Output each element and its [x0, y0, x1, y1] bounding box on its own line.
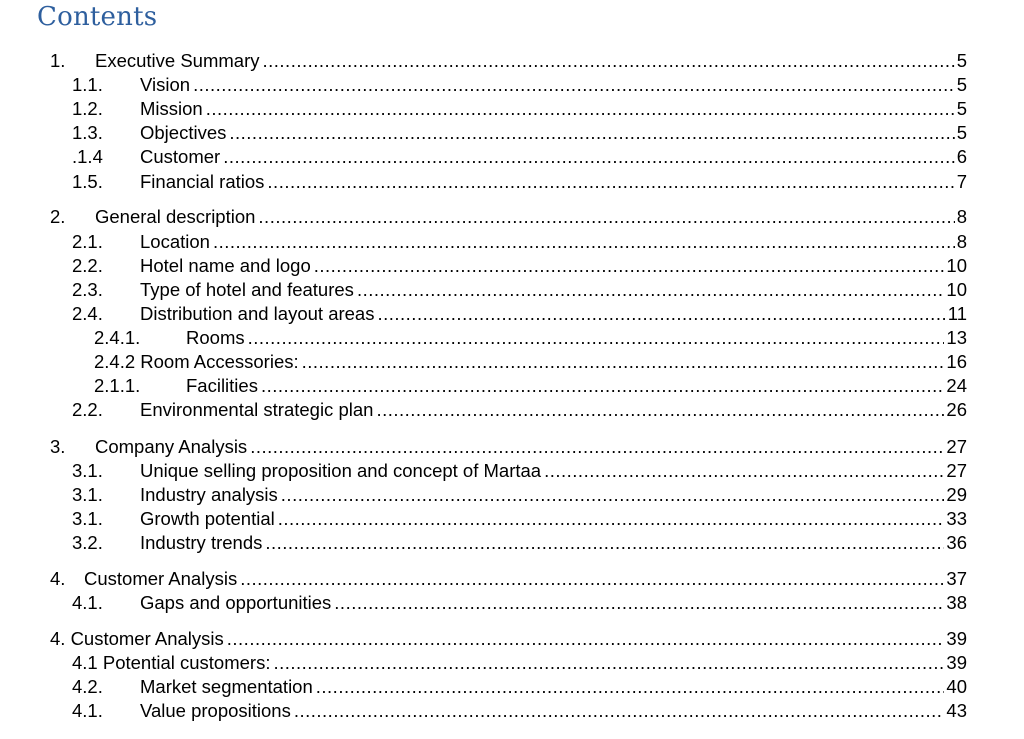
- toc-dot-leader: [316, 675, 945, 699]
- toc-entry-title: Vision: [140, 74, 191, 95]
- toc-entry-page: 7: [956, 171, 967, 192]
- toc-entry-page: 6: [956, 146, 967, 167]
- toc-entry-title: Market segmentation: [140, 676, 313, 697]
- toc-dot-leader: [377, 302, 945, 326]
- toc-entry-title: Distribution and layout areas: [140, 303, 375, 324]
- toc-entry-page: 24: [946, 375, 967, 396]
- toc-entry-number: .1.4: [72, 146, 103, 167]
- toc-entry[interactable]: [72, 73, 967, 97]
- toc-entry[interactable]: [94, 326, 967, 350]
- toc-entry-number: 1.: [50, 50, 66, 71]
- toc-dot-leader: [229, 121, 954, 145]
- toc-entry-number: 1.1.: [72, 74, 103, 95]
- toc-entry-page: 27: [946, 460, 967, 481]
- toc-entry-number: 1.3.: [72, 122, 103, 143]
- toc-entry-title: Environmental strategic plan: [140, 399, 374, 420]
- toc-entry-number: 2.1.: [72, 231, 103, 252]
- toc-dot-leader: [334, 591, 944, 615]
- toc-dot-leader: [314, 254, 945, 278]
- toc-entry-page: 5: [956, 122, 967, 143]
- toc-entry[interactable]: [72, 278, 967, 302]
- toc-entry-number: 2.2.: [72, 255, 103, 276]
- toc-dot-leader: [263, 49, 955, 73]
- toc-dot-leader: [258, 205, 954, 229]
- toc-entry-page: 39: [946, 652, 967, 673]
- toc-entry-page: 16: [946, 351, 967, 372]
- toc-dot-leader: [193, 73, 955, 97]
- toc-entry-title: Location: [140, 231, 210, 252]
- toc-entry[interactable]: [72, 591, 967, 615]
- toc-entry-number: 1.5.: [72, 171, 103, 192]
- toc-entry[interactable]: [50, 567, 967, 591]
- toc-entry-title: Financial ratios: [140, 171, 265, 192]
- toc-entry-number: 2.4.1.: [94, 327, 141, 348]
- toc-entry-title: Facilities: [186, 375, 258, 396]
- toc-dot-leader: [294, 699, 945, 723]
- toc-dot-leader: [278, 507, 945, 531]
- toc-entry[interactable]: [94, 374, 967, 398]
- toc-entry-page: 43: [946, 700, 967, 721]
- toc-dot-leader: [376, 398, 944, 422]
- toc-dot-leader: [273, 651, 944, 675]
- toc-dot-leader: [227, 627, 945, 651]
- toc-entry-title: Type of hotel and features: [140, 279, 354, 300]
- toc-entry-title: Industry trends: [140, 532, 263, 553]
- toc-entry-title: Company Analysis: [95, 436, 248, 457]
- toc-entry-title: Rooms: [186, 327, 245, 348]
- toc-entry-page: 10: [946, 255, 967, 276]
- toc-entry-number: 2.3.: [72, 279, 103, 300]
- toc-entry-title: Customer Analysis: [84, 568, 238, 589]
- toc-entry-page: 13: [946, 327, 967, 348]
- toc-entry-number: 3.: [50, 436, 66, 457]
- toc-entry-number: 2.4.: [72, 303, 103, 324]
- toc-entry-number: 3.1.: [72, 508, 103, 529]
- toc-dot-leader: [357, 278, 944, 302]
- toc-entry-title: 4.1 Potential customers:: [72, 652, 271, 673]
- toc-entry-page: 5: [956, 74, 967, 95]
- toc-entry[interactable]: [72, 302, 967, 326]
- toc-entry[interactable]: [72, 145, 967, 169]
- toc-entry[interactable]: [72, 699, 967, 723]
- toc-entry-number: 3.2.: [72, 532, 103, 553]
- toc-entry-page: 8: [956, 231, 967, 252]
- toc-entry-title: Value propositions: [140, 700, 291, 721]
- toc-entry[interactable]: [72, 483, 967, 507]
- toc-entry[interactable]: [94, 350, 967, 374]
- toc-entry-page: 8: [956, 206, 967, 227]
- toc-entry-page: 39: [946, 628, 967, 649]
- toc-entry[interactable]: [72, 675, 967, 699]
- toc-entry-number: 3.1.: [72, 460, 103, 481]
- toc-entry-title: Objectives: [140, 122, 227, 143]
- toc-entry[interactable]: [72, 121, 967, 145]
- toc-dot-leader: [240, 567, 944, 591]
- toc-entry[interactable]: [72, 507, 967, 531]
- toc-entry-page: 37: [946, 568, 967, 589]
- page-title: Contents: [37, 2, 158, 32]
- toc-entry[interactable]: [72, 651, 967, 675]
- toc-entry-number: 4.2.: [72, 676, 103, 697]
- toc-dot-leader: [248, 326, 945, 350]
- toc-dot-leader: [206, 97, 955, 121]
- toc-dot-leader: [302, 350, 945, 374]
- toc-entry[interactable]: [50, 627, 967, 651]
- toc-entry[interactable]: [50, 435, 967, 459]
- toc-entry[interactable]: [72, 459, 967, 483]
- toc-dot-leader: [250, 435, 944, 459]
- toc-entry[interactable]: [72, 531, 967, 555]
- toc-entry[interactable]: [72, 230, 967, 254]
- toc-entry-number: 4.1.: [72, 700, 103, 721]
- toc-dot-leader: [213, 230, 955, 254]
- toc-entry[interactable]: [72, 398, 967, 422]
- toc-entry-title: 4. Customer Analysis: [50, 628, 224, 649]
- toc-entry-title: Unique selling proposition and concept of Martaa: [140, 460, 542, 481]
- toc-entry-page: 40: [946, 676, 967, 697]
- toc-dot-leader: [261, 374, 944, 398]
- toc-entry[interactable]: [72, 170, 967, 194]
- toc-entry-page: 36: [946, 532, 967, 553]
- toc-entry-number: 4.1.: [72, 592, 103, 613]
- toc-dot-leader: [265, 531, 944, 555]
- toc-entry-page: 26: [946, 399, 967, 420]
- toc-entry[interactable]: [72, 97, 967, 121]
- toc-entry-number: 1.2.: [72, 98, 103, 119]
- toc-entry-number: 3.1.: [72, 484, 103, 505]
- toc-entry-page: 27: [946, 436, 967, 457]
- toc-entry-title: Industry analysis: [140, 484, 278, 505]
- toc-entry-number: 2.2.: [72, 399, 103, 420]
- toc-entry-page: 11: [947, 303, 967, 324]
- toc-dot-leader: [267, 170, 954, 194]
- toc-entry-title: Mission: [140, 98, 203, 119]
- toc-entry-number: 4.: [50, 568, 66, 589]
- toc-dot-leader: [281, 483, 945, 507]
- toc-entry-page: 5: [956, 50, 967, 71]
- toc-entry-title: Customer: [140, 146, 221, 167]
- toc-entry-title: Hotel name and logo: [140, 255, 311, 276]
- toc-entry-page: 29: [946, 484, 967, 505]
- toc-entry-page: 38: [946, 592, 967, 613]
- toc-dot-leader: [544, 459, 944, 483]
- toc-entry-title: General description: [95, 206, 256, 227]
- toc-entry-page: 5: [956, 98, 967, 119]
- toc-entry-title: Growth potential: [140, 508, 275, 529]
- toc-entry-page: 33: [946, 508, 967, 529]
- toc-entry[interactable]: [72, 254, 967, 278]
- toc-entry[interactable]: [50, 49, 967, 73]
- toc-entry-page: 10: [946, 279, 967, 300]
- toc-dot-leader: [223, 145, 955, 169]
- toc-entry-number: 2.: [50, 206, 66, 227]
- toc-entry-title: 2.4.2 Room Accessories:: [94, 351, 299, 372]
- toc-entry-number: 2.1.1.: [94, 375, 141, 396]
- toc-entry-title: Gaps and opportunities: [140, 592, 332, 613]
- toc-entry-title: Executive Summary: [95, 50, 260, 71]
- toc-entry[interactable]: [50, 205, 967, 229]
